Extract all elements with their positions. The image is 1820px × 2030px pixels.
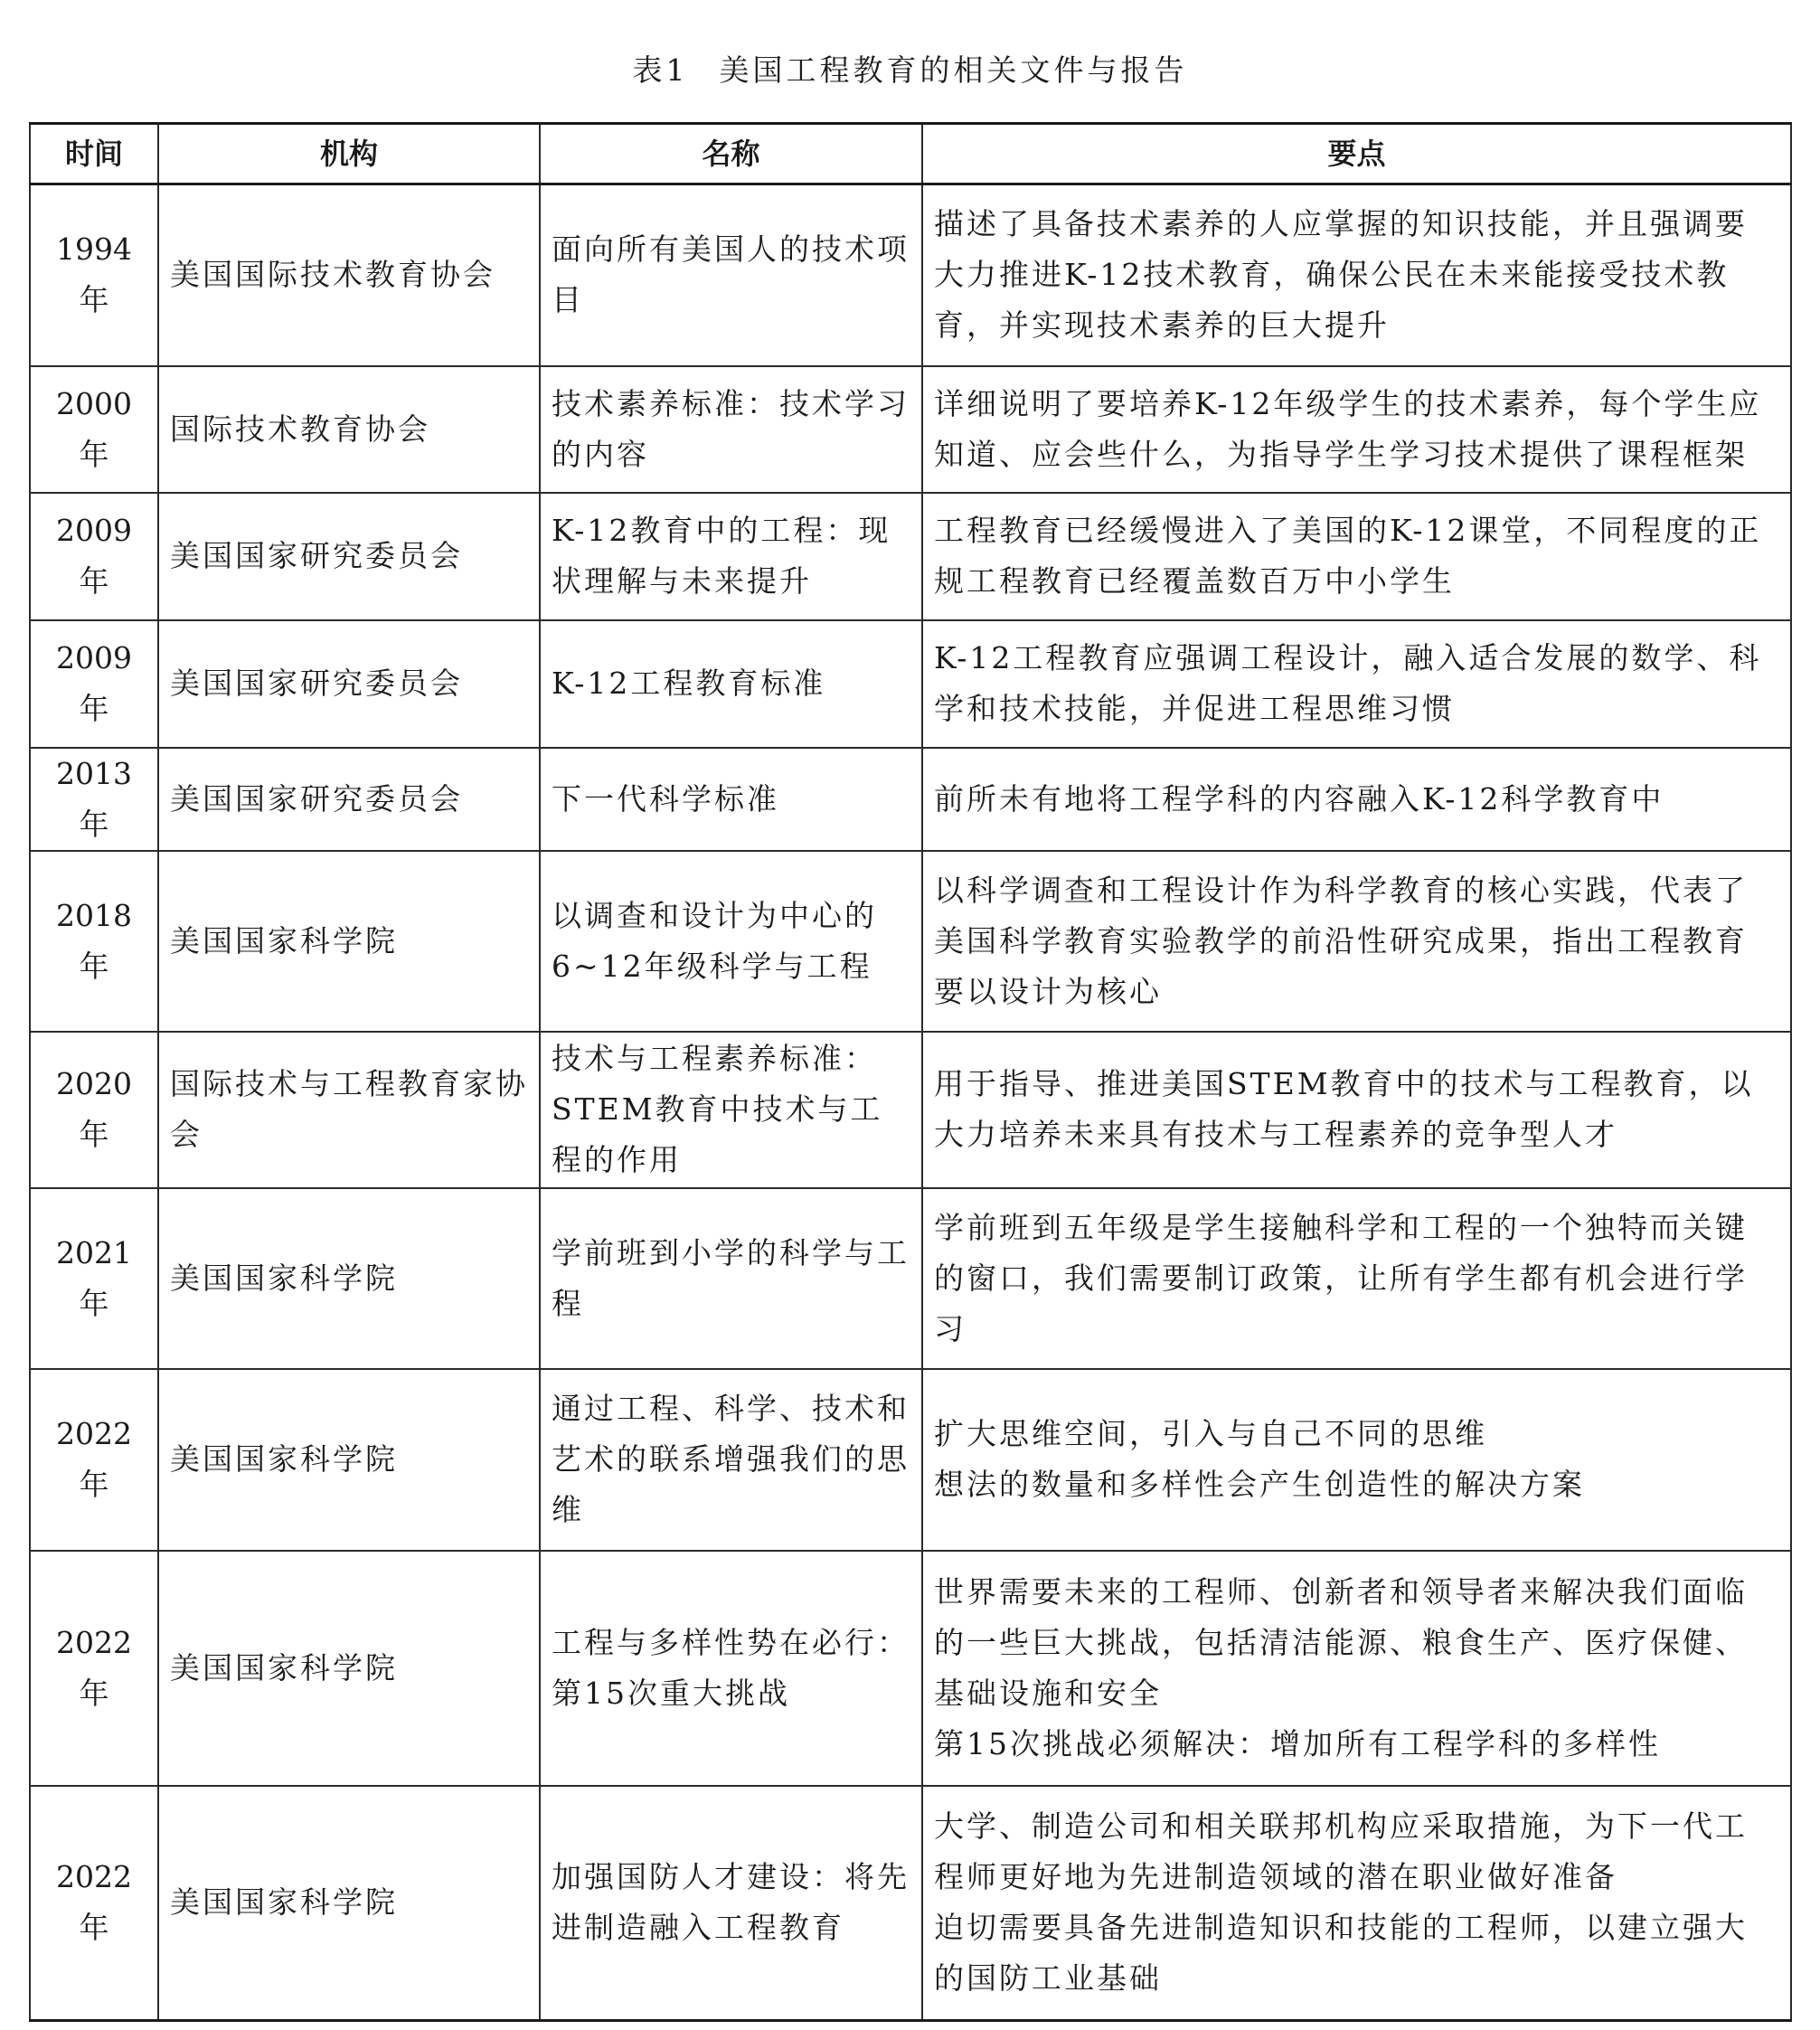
cell-points <box>922 1369 1791 1551</box>
point-line: 迫切需要具备先进制造知识和技能的工程师，以建立强大的国防工业基础 <box>934 1910 1748 1997</box>
cell-points <box>922 184 1791 366</box>
point-line: 想法的数量和多样性会产生创造性的解决方案 <box>934 1467 1585 1502</box>
cell-org: 美国国家科学院 <box>158 1369 540 1551</box>
point-line: 前所未有地将工程学科的内容融入K-12科学教育中 <box>934 780 1664 817</box>
cell-time: 2021年 <box>30 1188 158 1369</box>
cell-time: 2013年 <box>30 748 158 851</box>
cell-org: 国际技术教育协会 <box>158 366 540 493</box>
cell-points <box>922 1786 1791 2021</box>
cell-points <box>922 620 1791 748</box>
cell-name: K-12教育中的工程：现状理解与未来提升 <box>540 493 922 620</box>
cell-org: 美国国家科学院 <box>158 1551 540 1786</box>
cell-points <box>922 1188 1791 1369</box>
table-row <box>30 184 1791 366</box>
cell-points <box>922 1032 1791 1188</box>
point-line: 世界需要未来的工程师、创新者和领导者来解决我们面临的一些巨大挑战，包括清洁能源、粮食生产、医疗保健、基础设施和安全 <box>934 1573 1748 1711</box>
table-row <box>30 748 1791 851</box>
table-row <box>30 851 1791 1032</box>
cell-org: 美国国家研究委员会 <box>158 493 540 620</box>
table-row <box>30 366 1791 493</box>
caption-number: 表1 <box>632 52 689 88</box>
point-line: 工程教育已经缓慢进入了美国的K-12课堂，不同程度的正规工程教育已经覆盖数百万中小学生 <box>934 513 1762 599</box>
point-line: 用于指导、推进美国STEM教育中的技术与工程教育，以大力培养未来具有技术与工程素养的竞争型人才 <box>934 1066 1754 1152</box>
cell-org: 国际技术与工程教育家协会 <box>158 1032 540 1188</box>
header-name: 名称 <box>540 124 922 184</box>
cell-points <box>922 1551 1791 1786</box>
cell-points <box>922 748 1791 851</box>
cell-name: 通过工程、科学、技术和艺术的联系增强我们的思维 <box>540 1369 922 1551</box>
table-row <box>30 1551 1791 1786</box>
cell-time: 2022年 <box>30 1786 158 2021</box>
cell-org: 美国国家研究委员会 <box>158 748 540 851</box>
table-row <box>30 1032 1791 1188</box>
cell-name: 以调查和设计为中心的6~12年级科学与工程 <box>540 851 922 1032</box>
caption-title: 美国工程教育的相关文件与报告 <box>719 52 1188 88</box>
cell-org: 美国国家研究委员会 <box>158 620 540 748</box>
point-line: 第15次挑战必须解决：增加所有工程学科的多样性 <box>934 1725 1661 1761</box>
table-row <box>30 493 1791 620</box>
cell-org: 美国国际技术教育协会 <box>158 184 540 366</box>
cell-points <box>922 366 1791 493</box>
cell-org: 美国国家科学院 <box>158 851 540 1032</box>
cell-time: 2022年 <box>30 1551 158 1786</box>
cell-name: 工程与多样性势在必行：第15次重大挑战 <box>540 1551 922 1786</box>
table-caption <box>0 52 1820 89</box>
cell-name: 技术素养标准：技术学习的内容 <box>540 366 922 493</box>
point-line: 描述了具备技术素养的人应掌握的知识技能，并且强调要大力推进K-12技术教育，确保公民在未来能接受技术教育，并实现技术素养的巨大提升 <box>934 206 1748 344</box>
point-line: 以科学调查和工程设计作为科学教育的核心实践，代表了美国科学教育实验教学的前沿性研究成果，指出工程教育要以设计为核心 <box>934 872 1748 1009</box>
table-row <box>30 1188 1791 1369</box>
cell-time: 2009年 <box>30 620 158 748</box>
cell-name: K-12工程教育标准 <box>540 620 922 748</box>
table-row <box>30 1786 1791 2021</box>
header-time: 时间 <box>30 124 158 184</box>
cell-points <box>922 493 1791 620</box>
cell-time: 2018年 <box>30 851 158 1032</box>
point-line: K-12工程教育应强调工程设计，融入适合发展的数学、科学和技术技能，并促进工程思维习惯 <box>934 640 1762 726</box>
cell-time: 2022年 <box>30 1369 158 1551</box>
cell-time: 2009年 <box>30 493 158 620</box>
point-line: 详细说明了要培养K-12年级学生的技术素养，每个学生应知道、应会些什么，为指导学生学习技术提供了课程框架 <box>934 385 1762 472</box>
table-header-row <box>30 124 1791 184</box>
cell-time: 2020年 <box>30 1032 158 1188</box>
cell-name: 技术与工程素养标准：STEM教育中技术与工程的作用 <box>540 1032 922 1188</box>
documents-table <box>29 122 1792 2022</box>
cell-name: 学前班到小学的科学与工程 <box>540 1188 922 1369</box>
cell-name: 下一代科学标准 <box>540 748 922 851</box>
cell-name: 加强国防人才建设：将先进制造融入工程教育 <box>540 1786 922 2021</box>
point-line: 学前班到五年级是学生接触科学和工程的一个独特而关键的窗口，我们需要制订政策，让所有学生都有机会进行学习 <box>934 1209 1748 1346</box>
cell-name: 面向所有美国人的技术项目 <box>540 184 922 366</box>
point-line: 扩大思维空间，引入与自己不同的思维 <box>934 1416 1487 1451</box>
header-org: 机构 <box>158 124 540 184</box>
header-points: 要点 <box>922 124 1791 184</box>
table-row <box>30 620 1791 748</box>
cell-time: 1994年 <box>30 184 158 366</box>
point-line: 大学、制造公司和相关联邦机构应采取措施，为下一代工程师更好地为先进制造领域的潜在职业做好准备 <box>934 1808 1748 1895</box>
cell-org: 美国国家科学院 <box>158 1786 540 2021</box>
cell-org: 美国国家科学院 <box>158 1188 540 1369</box>
table-row <box>30 1369 1791 1551</box>
cell-time: 2000年 <box>30 366 158 493</box>
cell-points <box>922 851 1791 1032</box>
